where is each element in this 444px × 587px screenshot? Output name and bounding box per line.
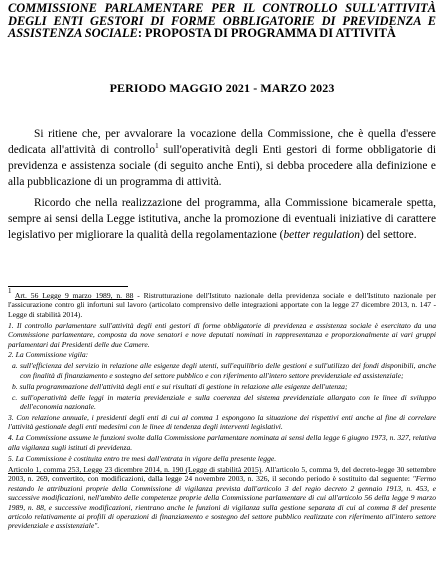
paragraph-intro-part-a: Si ritiene che, per avvalorare la vocazione della Commissione, che è quella d'essere dedicata all'attività di controllo: [8, 128, 436, 156]
paragraph-intro-part-b: sull'operatività degli Enti gestori di forme obbligatorie di previdenza e assistenza sociale (di seguito anche Enti), si debba procedere alla definizione e alla pubblicazione di un programma di attività.: [8, 144, 436, 188]
paragraph-programme-part-b: ) del settore.: [359, 229, 417, 241]
law-amendment-quote: "Fermo restando le attribuzioni proprie della Commissione di vigilanza prevista dall'articolo 3 del regio decreto 2 gennaio 1913, n. 453, e successive modificazioni, nell'ambito delle competenze proprie della Commissione parlamentare di cui all'articolo 56 della legge 9 marzo 1989, n. 88, e successive modificazioni, rientrano anche le funzioni di vigilanza sulla gestione separata di cui al comma 8 del presente articolo relativamente ai profili di operazioni di finanziamento e sostegno del settore pubblico realizzate con riferimento all'intero settore previdenziale e assistenziale".: [8, 474, 436, 531]
law-amendment-text: . All'articolo 5, comma 9, del decreto-legge 30 settembre 2003, n. 269, convertito, con modificazioni, dalla legge 24 novembre 2003, n. 326, il secondo periodo è sostituito dal seguente:: [8, 464, 436, 484]
law-clause-2b: b. sulla programmazione dell'attività degli enti e sui risultati di gestione in relazione alle esigenze dell'utenza;: [12, 381, 348, 391]
footnote-separator: [8, 286, 128, 287]
law-amendment: [8, 465, 436, 531]
law-clause-2: 2. La Commissione vigila:: [8, 350, 89, 360]
law-amendment-reference[interactable]: Articolo 1, comma 253, Legge 23 dicembre 2014, n. 190 (Legge di stabilità 2015): [8, 464, 262, 474]
law-clause-2c: c. sull'operatività delle leggi in materia previdenziale e sulla coerenza del sistema previdenziale allargato con le linee di sviluppo dell'economia nazionale.: [12, 392, 436, 411]
law-clause-3: 3. Con relazione annuale, i presidenti degli enti di cui al comma 1 espongono la situazione dei rispettivi enti anche al fine di correlare l'attività gestionale degli enti medesimi con le linee di tendenza degli interventi legislativi.: [8, 412, 436, 432]
period-heading: PERIODO MAGGIO 2021 - MARZO 2023: [109, 81, 335, 95]
footnote-1: [8, 287, 436, 319]
footnote-1-number: 1: [8, 287, 12, 295]
document-title: [8, 2, 436, 40]
footnotes: [8, 287, 436, 532]
paragraph-programme-part-a: Ricordo che nella realizzazione del programma, alla Commissione bicamerale spetta, sempre ai sensi della Legge istitutiva, anche la promozione di eventuali iniziative di carattere legislativo per migliorare la qualità della regolamentazione (: [8, 197, 436, 241]
footnote-ref-1[interactable]: 1: [155, 142, 159, 150]
better-regulation-term: better regulation: [283, 229, 360, 241]
paragraph-programme: [8, 195, 436, 243]
law-clause-4: 4. La Commissione assume le funzioni svolte dalla Commissione parlamentare nominata ai sensi della legge 6 giugno 1973, n. 327, relativa alla vigilanza sugli istituti di previdenza.: [8, 433, 436, 452]
footnote-1-text: - Ristrutturazione dell'Istituto nazionale della previdenza sociale e dell'Istituto nazionale per l'assicurazione contro gli infortuni sul lavoro (articolato comprensivo delle integrazioni apportate con la legge 27 dicembre 2013, n. 147 - Legge di stabilità 2014).: [8, 291, 436, 319]
law-clause-1: 1. Il controllo parlamentare sull'attività degli enti gestori di forme obbligatorie di previdenza e assistenza sociale è esercitato da una Commissione parlamentare, composta da nove senatori e nove deputati nominati in rappresentanza e proporzionalmente ai vari gruppi parlamentari dai Presidenti delle due Camere.: [8, 320, 436, 349]
paragraph-intro: [8, 126, 436, 190]
title-commission-name: COMMISSIONE PARLAMENTARE PER IL CONTROLLO SULL'ATTIVITÀ DEGLI ENTI GESTORI DI FORME OBBLIGATORIE DI PREVIDENZA E ASSISTENZA SOCIALE: [8, 1, 436, 41]
title-suffix: : PROPOSTA DI PROGRAMMA DI ATTIVITÀ: [137, 26, 396, 41]
law-clause-2a: a. sull'efficienza del servizio in relazione alle esigenze degli utenti, sull'equilibrio delle gestioni e sull'utilizzo dei fondi disponibili, anche con finalità di finanziamento e sostegno del settore pubblico e con riferimento all'intero settore previdenziale ed assistenziale;: [12, 361, 436, 380]
footnote-1-law-reference[interactable]: Art. 56 Legge 9 marzo 1989, n. 88: [14, 291, 134, 300]
law-clause-5: 5. La Commissione è costituita entro tre mesi dall'entrata in vigore della presente legge.: [8, 453, 277, 463]
